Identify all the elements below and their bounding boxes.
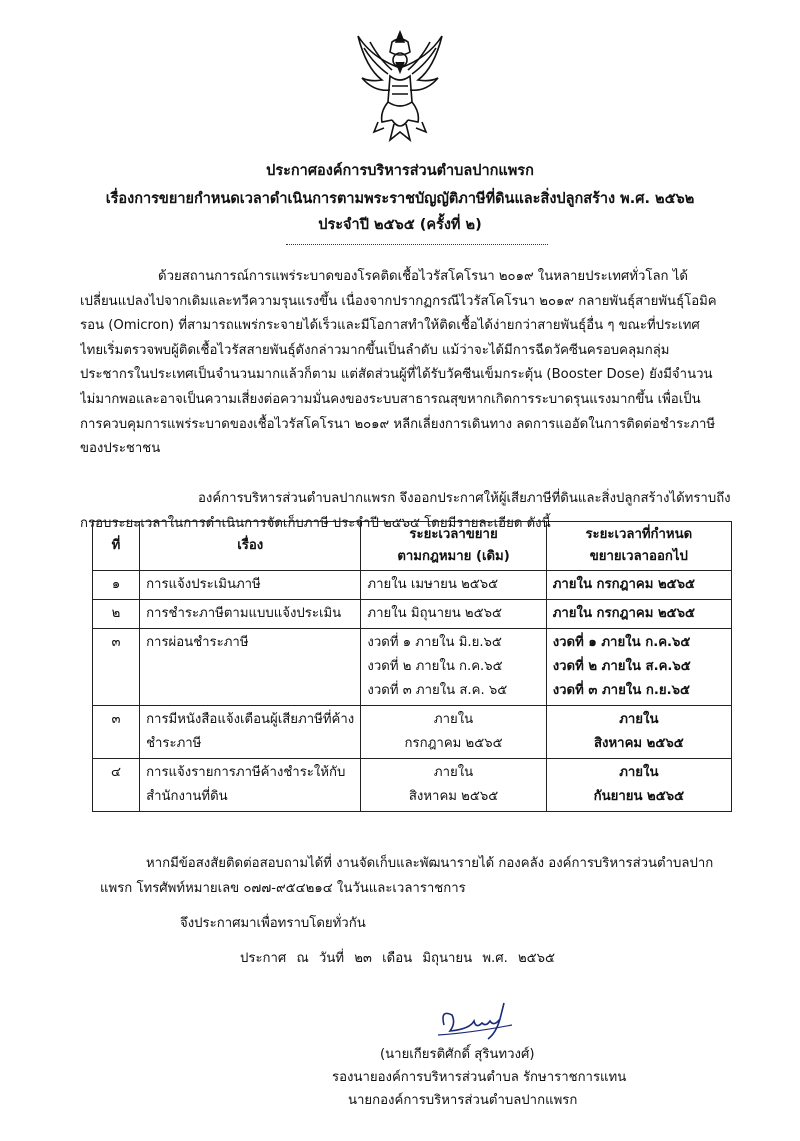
announcement-date: ประกาศ ณ วันที่ ๒๓ เดือน มิถุนายน พ.ศ. ๒๕๖๕ bbox=[240, 951, 556, 966]
signer-position-acting: นายกองค์การบริหารส่วนตำบลปากแพรก bbox=[348, 1093, 578, 1108]
installment-new: งวดที่ ๑ ภายใน ก.ค.๖๕ bbox=[552, 635, 691, 650]
title-divider bbox=[286, 244, 548, 245]
paragraph-line: ด้วยสถานการณ์การแพร่ระบาดของโรคติดเชื้อไวรัสโคโรนา ๒๐๑๙ ในหลายประเทศทั่วโลก ได้ bbox=[158, 269, 688, 284]
table-row bbox=[93, 759, 732, 812]
announcement-year: ประจำปี ๒๕๖๕ (ครั้งที่ ๒) bbox=[318, 217, 482, 233]
paragraph-line: ของประชาชน bbox=[80, 441, 161, 457]
announcement-subject: เรื่องการขยายกำหนดเวลาดำเนินการตามพระราชบัญญัติภาษีที่ดินและสิ่งปลูกสร้าง พ.ศ. ๒๕๖๒ bbox=[105, 191, 695, 207]
row-subject: การผ่อนชำระภาษี bbox=[140, 629, 361, 706]
installment-new: งวดที่ ๓ ภายใน ก.ย.๖๕ bbox=[552, 683, 690, 698]
table-header-row bbox=[93, 522, 732, 571]
new-line: ภายใน bbox=[619, 712, 659, 727]
old-line: ภายใน bbox=[433, 712, 474, 727]
header-new-deadline bbox=[546, 522, 731, 571]
row-new: ภายใน กรกฎาคม ๒๕๖๕ bbox=[546, 600, 731, 629]
paragraph-line: เปลี่ยนแปลงไปจากเดิมและทวีความรุนแรงขึ้น เนื่องจากปรากฏกรณีไวรัสโคโรนา ๒๐๑๙ กลายพันธุ์สายพันธุ์โอมิค bbox=[80, 293, 717, 309]
row-no: ๓ bbox=[93, 629, 140, 706]
header-old-line2: ตามกฎหมาย (เดิม) bbox=[397, 549, 510, 564]
installment-old: งวดที่ ๑ ภายใน มิ.ย.๖๕ bbox=[367, 635, 502, 650]
paragraph-line: กรอบระยะเวลาในการดำเนินการจัดเก็บภาษี ประจำปี ๒๕๖๕ โดยมีรายละเอียด ดังนี้ bbox=[80, 515, 551, 531]
row-old bbox=[361, 629, 546, 706]
table-row bbox=[93, 571, 732, 600]
contact-line: แพรก โทรศัพท์หมายเลข ๐๗๗-๙๕๔๒๑๔ ในวันและเวลาราชการ bbox=[100, 881, 466, 896]
table-row bbox=[93, 629, 732, 706]
old-line: กรกฎาคม ๒๕๖๕ bbox=[404, 736, 503, 751]
row-no: ๑ bbox=[93, 571, 140, 600]
paragraph-line: ไม่มากพอและอาจเป็นความเสี่ยงต่อความมั่นคงของระบบสาธารณสุขหากเกิดการระบาดรุนแรงมากขึ้น เพื่อเป็น bbox=[80, 391, 701, 407]
handwritten-signature bbox=[430, 995, 520, 1045]
installment-old: งวดที่ ๒ ภายใน ก.ค.๖๕ bbox=[367, 659, 503, 674]
signer-name: (นายเกียรติศักดิ์ สุรินทวงศ์) bbox=[380, 1047, 535, 1062]
paragraph-line: องค์การบริหารส่วนตำบลปากแพรก จึงออกประกาศให้ผู้เสียภาษีที่ดินและสิ่งปลูกสร้างได้ทราบถึง bbox=[198, 491, 731, 506]
table-row bbox=[93, 600, 732, 629]
new-line: สิงหาคม ๒๕๖๕ bbox=[593, 736, 684, 751]
schedule-table bbox=[92, 521, 732, 812]
old-line: ภายใน bbox=[433, 765, 474, 780]
signer-position: รองนายองค์การบริหารส่วนตำบล รักษาราชการแทน bbox=[332, 1070, 627, 1085]
table-row bbox=[93, 706, 732, 759]
row-new bbox=[546, 629, 731, 706]
paragraph-line: ไทยเริ่มตรวจพบผู้ติดเชื้อไวรัสสายพันธุ์ดังกล่าวมากขึ้นเป็นลำดับ แม้ว่าจะได้มีการฉีดวัคซีนครอบคลุมกลุ่ม bbox=[80, 342, 670, 358]
contact-paragraph bbox=[100, 851, 758, 901]
header-new-line2: ขยายเวลาออกไป bbox=[589, 549, 688, 564]
installment-old: งวดที่ ๓ ภายใน ส.ค. ๖๕ bbox=[367, 683, 508, 698]
paragraph-background bbox=[80, 265, 758, 462]
paragraph-line: การควบคุมการแพร่ระบาดของเชื้อไวรัสโคโรนา ๒๐๑๙ หลีกเลี่ยงการเดินทาง ลดการแออัดในการติดต่อชำระภาษี bbox=[80, 416, 716, 432]
row-new bbox=[546, 706, 731, 759]
header-no: ที่ bbox=[93, 522, 140, 571]
row-old bbox=[361, 759, 546, 812]
row-no: ๔ bbox=[93, 759, 140, 812]
header-old-line1: ระยะเวลาขยาย bbox=[409, 527, 498, 542]
row-no: ๒ bbox=[93, 600, 140, 629]
announcement-title: ประกาศองค์การบริหารส่วนตำบลปากแพรก bbox=[266, 163, 534, 179]
row-subject: การชำระภาษีตามแบบแจ้งประเมิน bbox=[140, 600, 361, 629]
row-old: ภายใน มิถุนายน ๒๕๖๕ bbox=[361, 600, 546, 629]
row-no: ๓ bbox=[93, 706, 140, 759]
contact-line: หากมีข้อสงสัยติดต่อสอบถามได้ที่ งานจัดเก็บและพัฒนารายได้ กองคลัง องค์การบริหารส่วนตำบลปาก bbox=[146, 856, 714, 871]
row-subject: การแจ้งรายการภาษีค้างชำระให้กับสำนักงานที่ดิน bbox=[140, 759, 361, 812]
new-line: กันยายน ๒๕๖๕ bbox=[593, 789, 685, 804]
header-new-line1: ระยะเวลาที่กำหนด bbox=[585, 527, 693, 542]
garuda-emblem-icon bbox=[352, 28, 448, 144]
installment-new: งวดที่ ๒ ภายใน ส.ค.๖๕ bbox=[552, 659, 691, 674]
row-subject: การแจ้งประเมินภาษี bbox=[140, 571, 361, 600]
header-old-deadline bbox=[361, 522, 546, 571]
new-line: ภายใน bbox=[619, 765, 659, 780]
paragraph-line: รอน (Omicron) ที่สามารถแพร่กระจายได้เร็วและมีโอกาสทำให้ติดเชื้อได้ง่ายกว่าสายพันธุ์อื่น ๆ ขณะที่ประเทศ bbox=[80, 318, 700, 334]
row-new: ภายใน กรกฎาคม ๒๕๖๕ bbox=[546, 571, 731, 600]
header-subject: เรื่อง bbox=[140, 522, 361, 571]
row-old bbox=[361, 706, 546, 759]
row-subject: การมีหนังสือแจ้งเตือนผู้เสียภาษีที่ค้างชำระภาษี bbox=[140, 706, 361, 759]
row-old: ภายใน เมษายน ๒๕๖๕ bbox=[361, 571, 546, 600]
closing-text: จึงประกาศมาเพื่อทราบโดยทั่วกัน bbox=[180, 916, 366, 931]
row-new bbox=[546, 759, 731, 812]
old-line: สิงหาคม ๒๕๖๕ bbox=[408, 789, 499, 804]
paragraph-line: ประชากรในประเทศเป็นจำนวนมากแล้วก็ตาม แต่สัดส่วนผู้ที่ได้รับวัคซีนเข็มกระตุ้น (Booster Dose) ยังมีจำนวน bbox=[80, 367, 713, 383]
